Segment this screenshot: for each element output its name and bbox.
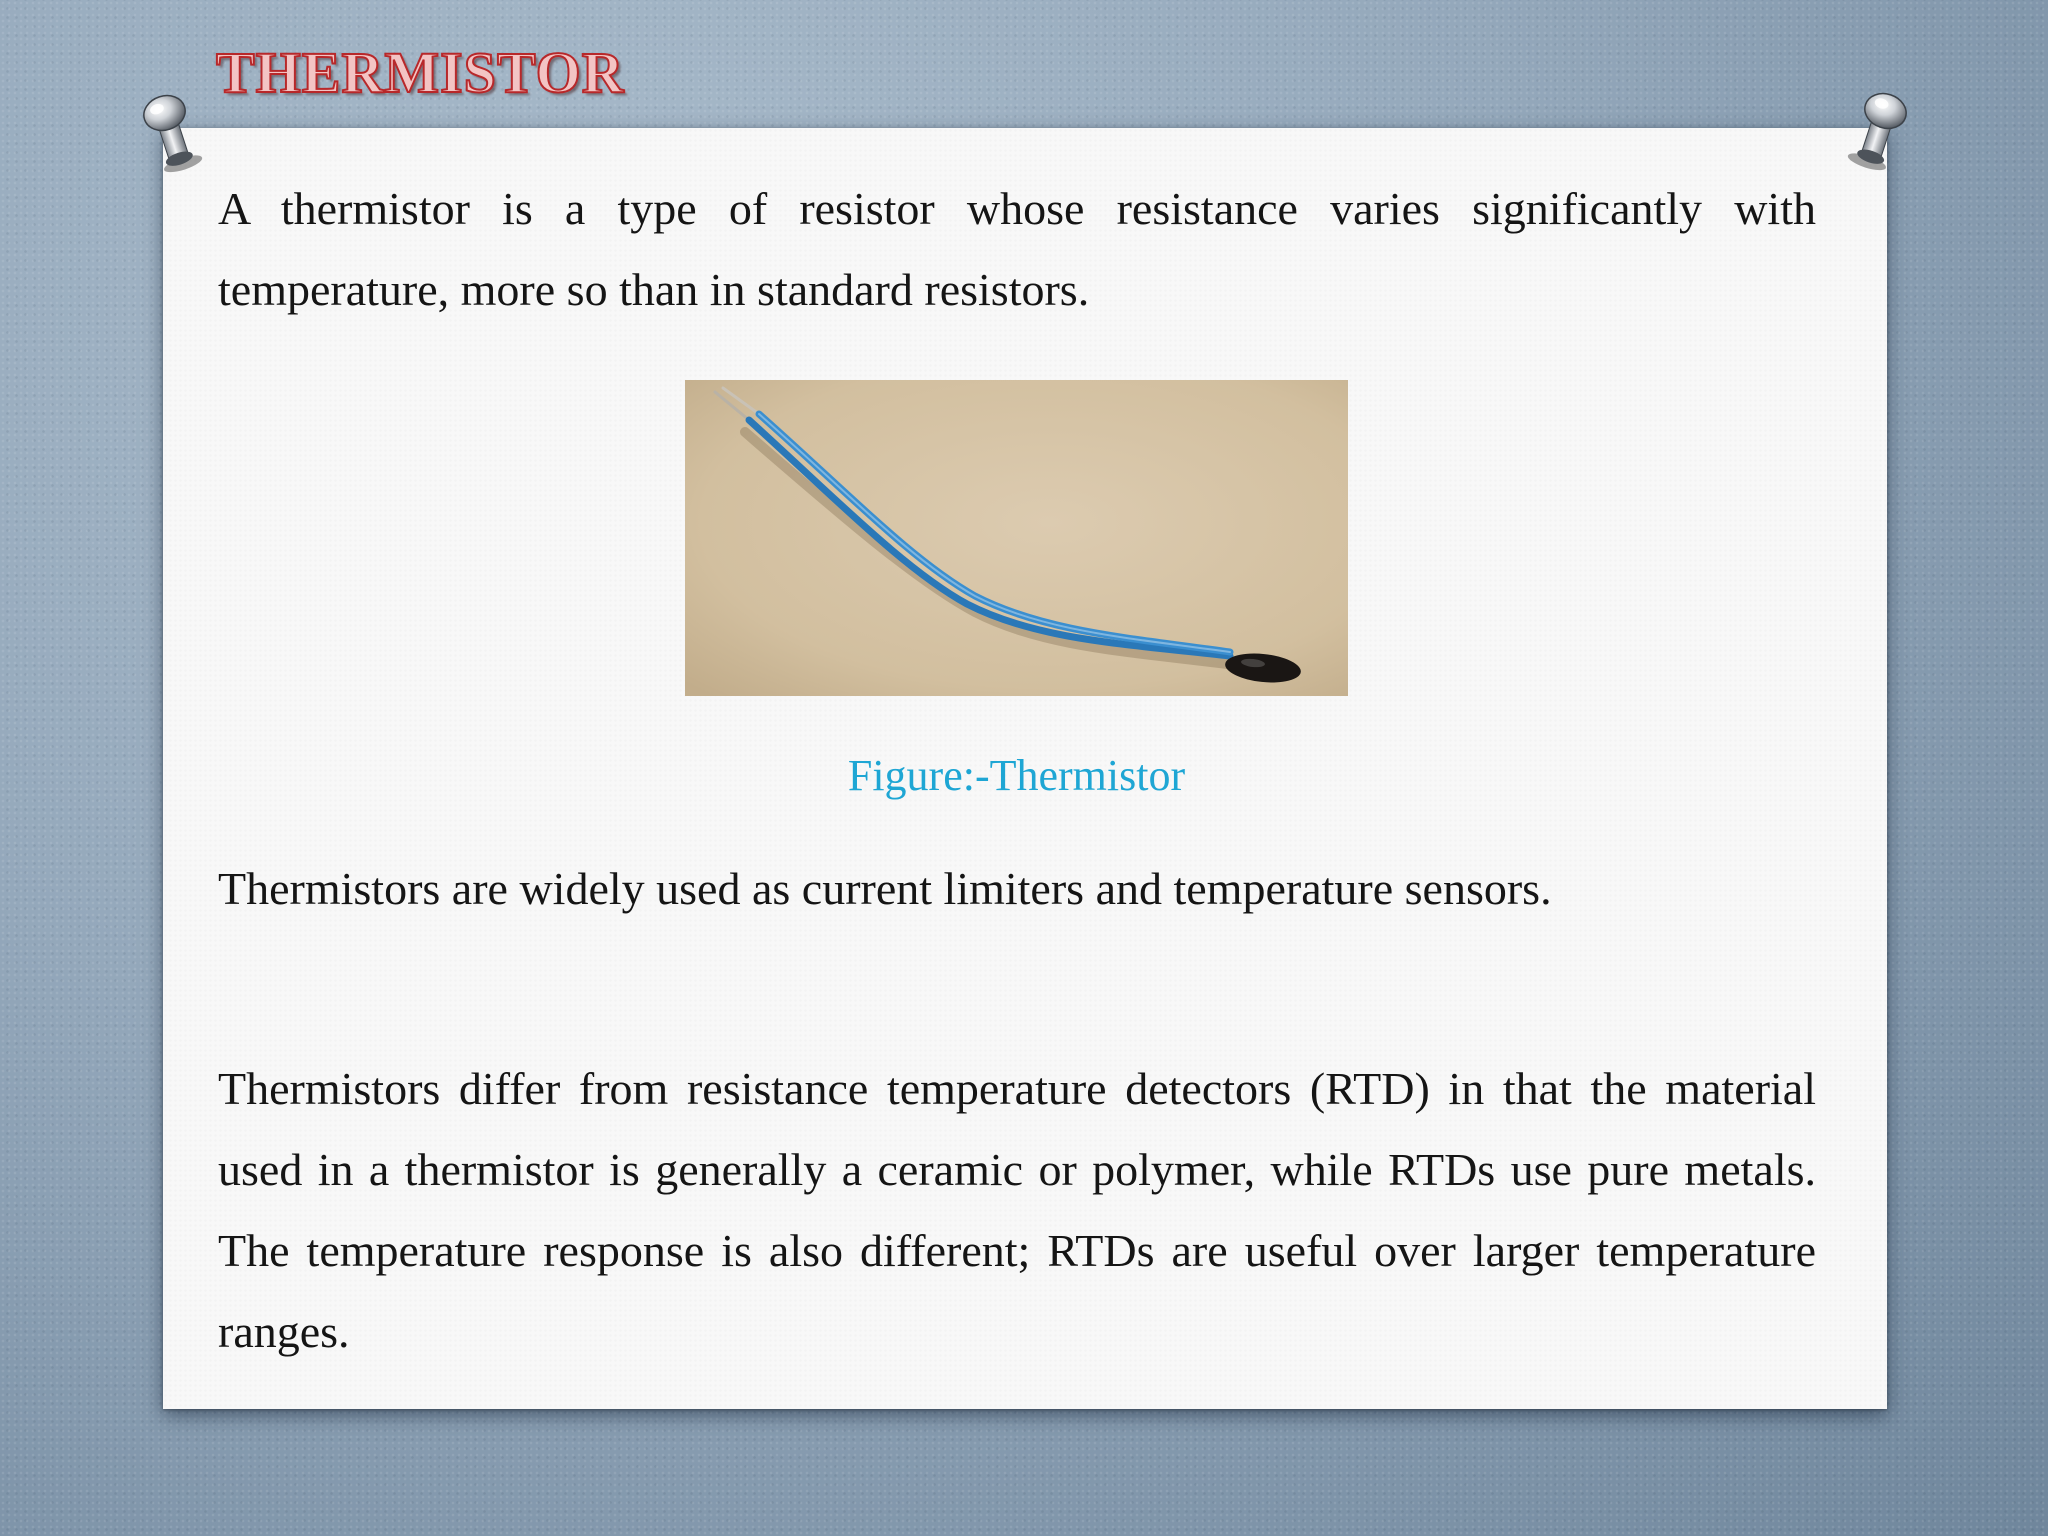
thermistor-illustration [685, 380, 1348, 696]
thermistor-photo [685, 380, 1348, 696]
pushpin-icon [131, 85, 212, 181]
pushpin-icon [1839, 83, 1920, 179]
figure-caption: Figure:-Thermistor [847, 751, 1186, 800]
paragraph-comparison: Thermistors differ from resistance temperature detectors (RTD) in that the material used in a thermistor is generally a ceramic or polymer, while RTDs use pure metals. The temperature response is also different; RTDs are useful over larger temperature ranges. [218, 1063, 1816, 1357]
paragraph-definition: A thermistor is a type of resistor whose resistance varies significantly with temperature, more so than in standard resistors. [218, 183, 1816, 315]
slide-title: THERMISTOR [216, 40, 625, 105]
paragraph-uses: Thermistors are widely used as current limiters and temperature sensors. [218, 863, 1552, 914]
